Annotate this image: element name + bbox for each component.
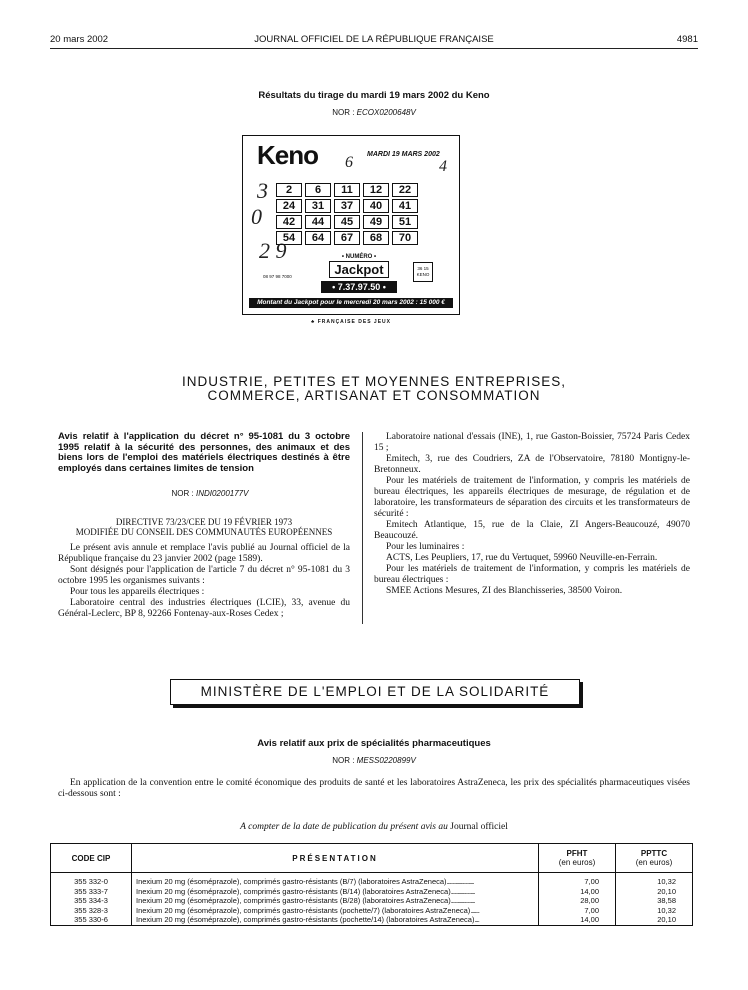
table-row: [51, 887, 693, 897]
paragraph: Emitech, 3, rue des Coudriers, ZA de l'Observatoire, 78180 Montigny-le-Bretonneux.: [374, 454, 690, 475]
keno-nor: [250, 108, 498, 117]
presentation-text: Inexium 20 mg (ésoméprazole), comprimés gastro-résistants (B/28) (laboratoires AstraZeneca): [136, 896, 451, 905]
leader-dots: .........................: [446, 877, 474, 886]
keno-number: 2: [276, 183, 302, 197]
keno-badge: 36 15 KENO: [413, 262, 433, 282]
cell-ppttc: 20,10: [616, 915, 693, 925]
paragraph: En application de la convention entre le comité économique des produits de santé et les laboratoires AstraZeneca, les prix des spécialités pharmaceutiques visées ci-dessous sont :: [58, 778, 690, 799]
keno-row: [276, 183, 418, 197]
keno-logo: Keno: [257, 140, 318, 170]
industry-nor: [130, 489, 290, 498]
keno-row: [276, 199, 418, 213]
pfht-unit: (en euros): [558, 858, 596, 867]
keno-number: 51: [392, 215, 418, 229]
operator-label: FRANÇAISE DES JEUX: [317, 319, 391, 325]
col-header-ppttc: [616, 844, 693, 873]
paragraph: Pour les matériels de traitement de l'information, y compris les matériels de bureau électriques, les appareils électriques de mesurage, de régulation et de laboratoire, les transformateurs de séparation des circuits et les transformateurs de sécurité :: [374, 476, 690, 519]
ministry-industry-line2: COMMERCE, ARTISANAT ET CONSOMMATION: [207, 388, 541, 403]
keno-number: 45: [334, 215, 360, 229]
pharma-intro: [58, 778, 690, 800]
jackpot-block: [321, 254, 397, 292]
keno-number: 12: [363, 183, 389, 197]
table-header-row: [51, 844, 693, 873]
paragraph: Laboratoire national d'essais (INE), 1, rue Gaston-Boissier, 75724 Paris Cedex 15 ;: [374, 432, 690, 453]
numero-label: • NUMÉRO •: [341, 254, 377, 260]
directive-reference: [58, 517, 350, 537]
cell-presentation: [132, 915, 539, 925]
cell-code: 355 333-7: [51, 887, 132, 897]
col-header-code: CODE CIP: [51, 844, 132, 873]
handwritten-mark: 0: [251, 204, 262, 229]
paragraph: Pour tous les appareils électriques :: [70, 587, 205, 597]
table-row: [51, 906, 693, 916]
keno-phone: 08 97 98 7000: [263, 274, 292, 279]
keno-number: 67: [334, 231, 360, 245]
cell-pfht: 7,00: [539, 873, 616, 887]
pfht-label: PFHT: [566, 849, 588, 858]
keno-row: [276, 215, 418, 229]
header-journal-title: JOURNAL OFFICIEL DE LA RÉPUBLIQUE FRANÇAISE: [254, 34, 494, 45]
paragraph: Le présent avis annule et remplace l'avis publié au Journal officiel de la République française du 23 janvier 2002 (page 1589).: [58, 543, 350, 564]
paragraph: Pour les matériels de traitement de l'information, y compris les matériels de bureau électriques :: [374, 564, 690, 585]
handwritten-mark: 2 9: [259, 238, 287, 263]
cell-presentation: [132, 896, 539, 906]
caption-suffix: Journal officiel: [450, 822, 508, 832]
cell-code: 355 334-3: [51, 896, 132, 906]
ministry-employment-title: MINISTÈRE DE L'EMPLOI ET DE LA SOLIDARITÉ: [170, 679, 580, 705]
presentation-text: Inexium 20 mg (ésoméprazole), comprimés gastro-résistants (B/7) (laboratoires AstraZeneca): [136, 877, 447, 886]
pharma-nor: [250, 756, 498, 765]
keno-ticket: [242, 135, 460, 325]
cell-ppttc: 20,10: [616, 887, 693, 897]
presentation-text: Inexium 20 mg (ésoméprazole), comprimés gastro-résistants (pochette/14) (laboratoires AstraZeneca): [136, 915, 475, 924]
keno-number-grid: [273, 181, 421, 247]
keno-number: 70: [392, 231, 418, 245]
keno-number: 41: [392, 199, 418, 213]
nor-code: INDI0200177V: [195, 489, 249, 498]
ppttc-label: PPTTC: [640, 849, 668, 858]
leader-dots: ......................: [450, 886, 475, 896]
paragraph: Sont désignés pour l'application de l'article 7 du décret n° 95-1081 du 3 octobre 1995 les organismes suivants :: [58, 565, 350, 586]
paragraph: ACTS, Les Peupliers, 17, rue du Vertuquet, 59960 Neuville-en-Ferrain.: [386, 553, 658, 563]
leader-dots: ........: [470, 905, 479, 915]
cell-pfht: 14,00: [539, 887, 616, 897]
cell-code: 355 328-3: [51, 906, 132, 916]
keno-row: [276, 231, 418, 245]
presentation-text: Inexium 20 mg (ésoméprazole), comprimés gastro-résistants (pochette/7) (laboratoires AstraZeneca): [136, 905, 471, 915]
leader-dots: ......................: [450, 896, 475, 905]
handwritten-mark: 6: [345, 154, 353, 171]
clover-icon: ♣: [311, 319, 316, 325]
paragraph: Laboratoire central des industries électriques (LCIE), 33, avenue du Général-Leclerc, BP 8, 92266 Fontenay-aux-Roses Cedex ;: [58, 598, 350, 619]
jackpot-number: • 7.37.97.50 •: [321, 281, 397, 293]
cell-pfht: 7,00: [539, 906, 616, 916]
price-table: [50, 843, 693, 926]
keno-number: 31: [305, 199, 331, 213]
paragraph: Emitech Atlantique, 15, rue de la Claie, ZI Angers-Beaucouzé, 49070 Beaucouzé.: [374, 520, 690, 541]
keno-number: 40: [363, 199, 389, 213]
pharma-notice-title: Avis relatif aux prix de spécialités pharmaceutiques: [257, 738, 491, 749]
cell-pfht: 28,00: [539, 896, 616, 906]
cell-presentation: [132, 873, 539, 887]
notice-title-electrical: Avis relatif à l'application du décret n° 95-1081 du 3 octobre 1995 relatif à la sécurité des personnes, des animaux et des biens lors de l'emploi des matériels électriques destinés à être employés dans certaines limites de tension: [58, 431, 350, 474]
caption-prefix: A compter de la date de publication du présent avis au: [240, 822, 448, 832]
cell-ppttc: 10,32: [616, 906, 693, 916]
keno-number: 49: [363, 215, 389, 229]
keno-number: 54: [276, 231, 302, 245]
paragraph: SMEE Actions Mesures, ZI des Blanchisseries, 38500 Voiron.: [386, 586, 623, 596]
keno-number: 6: [305, 183, 331, 197]
presentation-text: Inexium 20 mg (ésoméprazole), comprimés gastro-résistants (B/14) (laboratoires AstraZeneca): [136, 886, 451, 896]
jackpot-banner: Montant du Jackpot pour le mercredi 20 mars 2002 : 15 000 €: [249, 298, 453, 308]
table-row: [51, 873, 693, 887]
cell-ppttc: 38,58: [616, 896, 693, 906]
nor-code: ECOX0200648V: [356, 108, 416, 117]
keno-number: 68: [363, 231, 389, 245]
keno-number: 42: [276, 215, 302, 229]
keno-number: 24: [276, 199, 302, 213]
keno-number: 11: [334, 183, 360, 197]
handwritten-mark: 4: [439, 158, 447, 175]
keno-title: Résultats du tirage du mardi 19 mars 2002 du Keno: [258, 90, 490, 101]
nor-label: NOR :: [332, 108, 355, 117]
col-header-pfht: [539, 844, 616, 873]
cell-code: 355 330-6: [51, 915, 132, 925]
paragraph: Pour les luminaires :: [386, 542, 465, 552]
directive-line: DIRECTIVE 73/23/CEE DU 19 FÉVRIER 1973: [115, 517, 293, 527]
ministry-industry-line1: INDUSTRIE, PETITES ET MOYENNES ENTREPRISES,: [181, 374, 567, 389]
right-column: [374, 432, 690, 597]
header-page-number: 4981: [676, 34, 698, 45]
header-rule: [50, 48, 698, 49]
keno-number: 44: [305, 215, 331, 229]
leader-dots: ....: [474, 915, 479, 924]
nor-label: NOR :: [171, 489, 194, 498]
table-row: [51, 915, 693, 925]
keno-number: 64: [305, 231, 331, 245]
left-column: [58, 543, 350, 620]
cell-code: 355 332-0: [51, 873, 132, 887]
cell-presentation: [132, 887, 539, 897]
nor-code: MESS0220899V: [356, 756, 416, 765]
jackpot-word: Jackpot: [329, 261, 388, 278]
header-date: 20 mars 2002: [50, 34, 109, 45]
keno-number: 22: [392, 183, 418, 197]
col-header-presentation: PRÉSENTATION: [132, 844, 539, 873]
directive-line: MODIFIÉE DU CONSEIL DES COMMUNAUTÉS EUROPÉENNES: [75, 527, 333, 537]
cell-ppttc: 10,32: [616, 873, 693, 887]
table-caption: [100, 822, 648, 832]
table-row: [51, 896, 693, 906]
operator-name: [243, 319, 459, 325]
ppttc-unit: (en euros): [635, 858, 673, 867]
keno-number: 37: [334, 199, 360, 213]
cell-pfht: 14,00: [539, 915, 616, 925]
handwritten-mark: 3: [257, 178, 268, 203]
keno-draw-date: MARDI 19 MARS 2002: [367, 151, 440, 158]
cell-presentation: [132, 906, 539, 916]
column-divider: [362, 432, 363, 624]
nor-label: NOR :: [332, 756, 355, 765]
